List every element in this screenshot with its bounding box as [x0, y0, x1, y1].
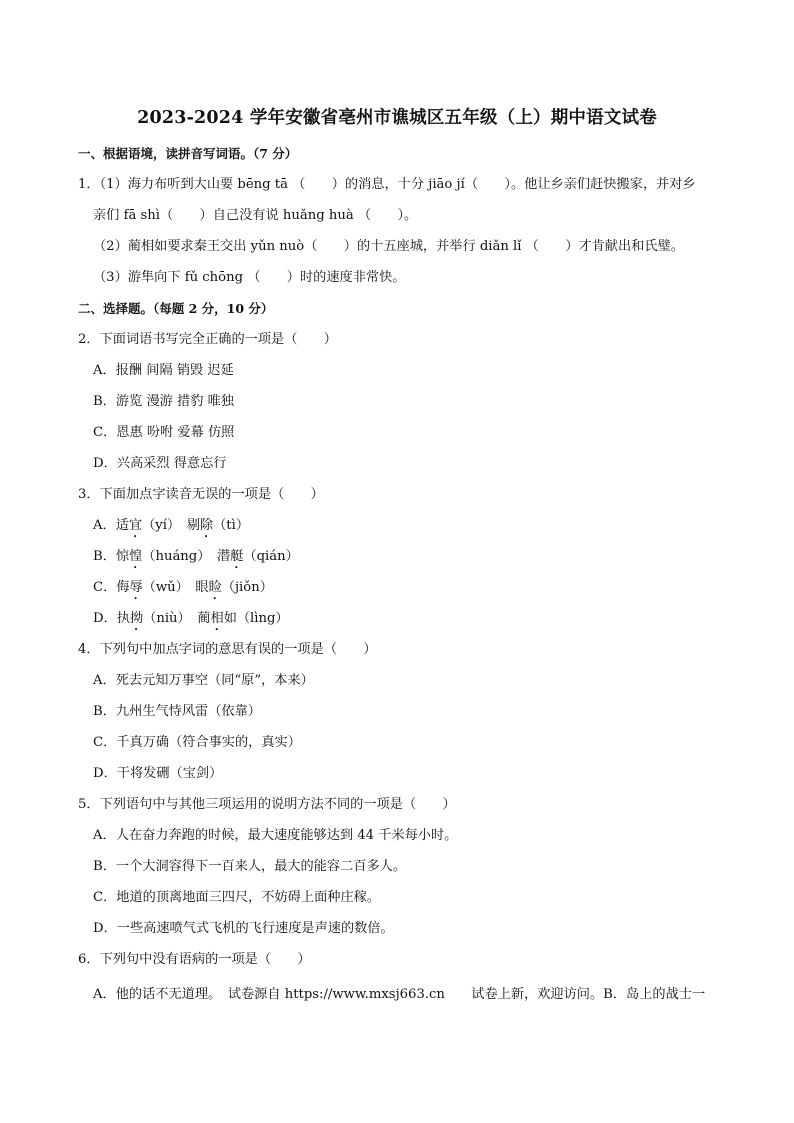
page-title: 2023-2024 学年安徽省亳州市谯城区五年级（上）期中语文试卷: [137, 108, 657, 128]
question-2-option-d: D．兴高采烈 得意忘行: [93, 456, 227, 471]
dotted-char: 睑: [208, 580, 222, 595]
question-4-option-b: B．九州生气恃风雷（依靠）: [93, 704, 261, 719]
question-1-line-1: 1．（1）海力布听到大山要 bēng tā （ ）的消息，十分 jiāo jí（ ）。他让乡亲们赶快搬家，并对乡: [78, 177, 696, 192]
question-4-option-c: C．千真万确（符合事实的，真实）: [93, 735, 301, 750]
option-text: C．侮: [93, 580, 130, 595]
question-1-line-3: （2）蔺相如要求秦王交出 yǔn nuò（ ）的十五座城，并举行 diǎn lǐ （ ）才肯献出和氏璧。: [93, 239, 684, 254]
question-5-stem: 5．下列语句中与其他三项运用的说明方法不同的一项是（ ）: [78, 797, 456, 812]
section-heading-2: 二、选择题。（每题 2 分，10 分）: [78, 301, 274, 316]
dotted-char: 艇: [230, 549, 244, 564]
option-text: 如（lìng）: [223, 611, 289, 626]
dotted-char: 相: [210, 611, 224, 626]
question-2-option-b: B．游览 漫游 措豹 唯独: [93, 394, 234, 409]
dotted-char: 除: [199, 518, 214, 533]
question-5-option-c: C．地道的顶离地面三四尺，不妨碍上面种庄稼。: [93, 890, 381, 905]
question-1-line-4: （3）游隼向下 fǔ chōng （ ）时的速度非常快。: [93, 270, 406, 285]
dotted-char: 辱: [129, 580, 143, 595]
question-3-option-d: [93, 610, 289, 634]
question-5-option-a: A．人在奋力奔跑的时候，最大速度能够达到 44 千米每小时。: [93, 828, 458, 843]
question-2-stem: 2．下面词语书写完全正确的一项是（ ）: [78, 332, 337, 347]
question-4-option-a: A．死去元知万事空（同“原”，本来）: [93, 673, 314, 688]
dotted-char: 惶: [129, 549, 143, 564]
question-4-option-d: D．干将发硎（宝剑）: [93, 766, 223, 781]
dotted-char: 拗: [129, 611, 144, 626]
section-heading-1: 一、根据语境，读拼音写词语。（7 分）: [78, 146, 298, 161]
question-3-stem: 3．下面加点字读音无误的一项是（ ）: [78, 487, 324, 502]
option-text: （qián）: [243, 549, 299, 564]
question-2-option-a: A．报酬 间隔 销毁 迟延: [93, 363, 234, 378]
question-6-option-a: A．他的话不无道理。 试卷源自 https://www.mxsj663.cn 试卷上新，欢迎访问。B．岛上的战士一: [93, 987, 706, 1002]
question-3-option-a: [93, 517, 249, 541]
dotted-char: 宜: [128, 518, 143, 533]
question-2-option-c: C．恩惠 吩咐 爱幕 仿照: [93, 425, 235, 440]
option-text: （niù） 蔺: [143, 611, 211, 626]
question-6-stem: 6．下列句中没有语病的一项是（ ）: [78, 952, 311, 967]
option-text: （huáng） 潜: [142, 549, 231, 564]
option-text: （yí） 剔: [142, 518, 200, 533]
question-5-option-b: B．一个大洞容得下一百来人，最大的能容二百多人。: [93, 859, 407, 874]
option-text: （tì）: [213, 518, 250, 533]
question-3-option-c: [93, 579, 273, 603]
question-4-stem: 4．下列句中加点字词的意思有误的一项是（ ）: [78, 642, 377, 657]
option-text: （jiǒn）: [221, 580, 273, 595]
question-3-option-b: [93, 548, 299, 572]
option-text: D．执: [93, 611, 130, 626]
question-5-option-d: D．一些高速喷气式飞机的飞行速度是声速的数倍。: [93, 921, 394, 936]
question-1-line-2: 亲们 fā shì（ ）自己没有说 huǎng huà （ ）。: [93, 208, 418, 223]
option-text: B．惊: [93, 549, 130, 564]
option-text: （wǔ） 眼: [142, 580, 209, 595]
option-text: A．适: [93, 518, 129, 533]
